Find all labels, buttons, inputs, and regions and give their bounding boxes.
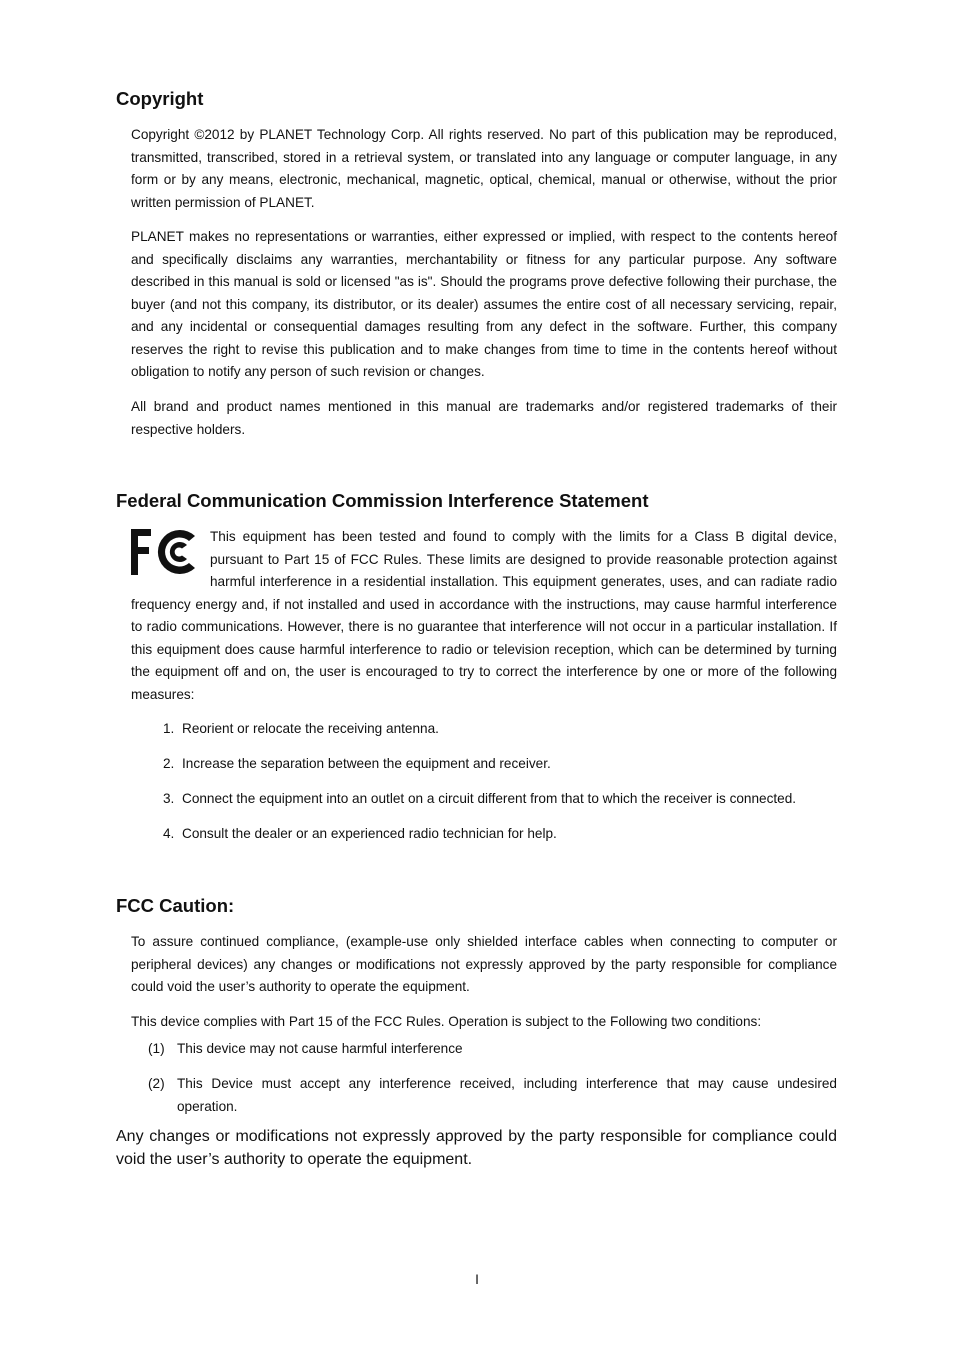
copyright-paragraph-1: Copyright ©2012 by PLANET Technology Corp. All rights reserved. No part of this publication may be reproduced, transmitted, transcribed, stored in a retrieval system, or translated into any language or computer language, in any form or by any means, electronic, mechanical, magnetic, optical, chemical, manual or otherwise, without the prior written permission of PLANET. [131,127,837,210]
copyright-paragraph-2: PLANET makes no representations or warranties, either expressed or implied, with respect to the contents hereof and specifically disclaims any warranties, merchantability or fitness for any particular purpose. Any software described in this manual is sold or licensed "as is". Should the programs prove defective following their purchase, the buyer (and not this company, its distributor, or its dealer) assumes the entire cost of all necessary servicing, repair, and any incidental or consequential damages resulting from any defect in the software. Further, this company reserves the right to revise this publication and to make changes from time to time in the contents hereof without obligation to notify any person of such revision or changes. [131,229,837,379]
fcc-statement-body [131,526,837,706]
logo-spacer [131,526,210,592]
measure-item: Connect the equipment into an outlet on a circuit different from that to which the receiver is connected. [182,791,797,806]
measure-item: Consult the dealer or an experienced radio technician for help. [182,826,557,841]
copyright-paragraph-3: All brand and product names mentioned in this manual are trademarks and/or registered trademarks of their respective holders. [131,399,837,437]
fcc-statement-text: This equipment has been tested and found to comply with the limits for a Class B digital device, pursuant to Part 15 of FCC Rules. These limits are designed to provide reasonable protection against harmful interference in a residential installation. This equipment generates, uses, and can radiate radio frequency energy and, if not installed and used in accordance with the instructions, may cause harmful interference to radio communications. However, there is no guarantee that interference will not occur in a particular installation. If this equipment does cause harmful interference to radio or television reception, which can be determined by turning the equipment off and on, the user is encouraged to try to correct the interference by one or more of the following measures: [131,529,837,702]
fcc-caution-paragraph-1: To assure continued compliance, (example-use only shielded interface cables when connecting to computer or peripheral devices) any changes or modifications not expressly approved by the party responsible for compliance could void the user’s authority to operate the equipment. [131,934,837,994]
fcc-statement-heading: Federal Communication Commission Interference Statement [116,490,649,511]
fcc-caution-paragraph-2: This device complies with Part 15 of the FCC Rules. Operation is subject to the Following two conditions: [131,1014,762,1029]
condition-item: This Device must accept any interference received, including interference that may cause undesired operation. [177,1076,837,1114]
condition-number: (2) [148,1076,165,1091]
condition-item: This device may not cause harmful interference [177,1041,463,1056]
fcc-caution-heading: FCC Caution: [116,895,235,916]
measure-number: 4. [163,826,175,841]
measure-item: Increase the separation between the equipment and receiver. [182,756,551,771]
condition-number: (1) [148,1041,165,1056]
closing-paragraph: Any changes or modifications not expressly approved by the party responsible for compliance could void the user’s authority to operate the equipment. [116,1128,837,1168]
measure-number: 2. [163,756,175,771]
page-number: I [475,1272,479,1287]
measure-number: 3. [163,791,175,806]
measure-item: Reorient or relocate the receiving antenna. [182,721,439,736]
copyright-heading: Copyright [116,88,204,109]
measure-number: 1. [163,721,175,736]
